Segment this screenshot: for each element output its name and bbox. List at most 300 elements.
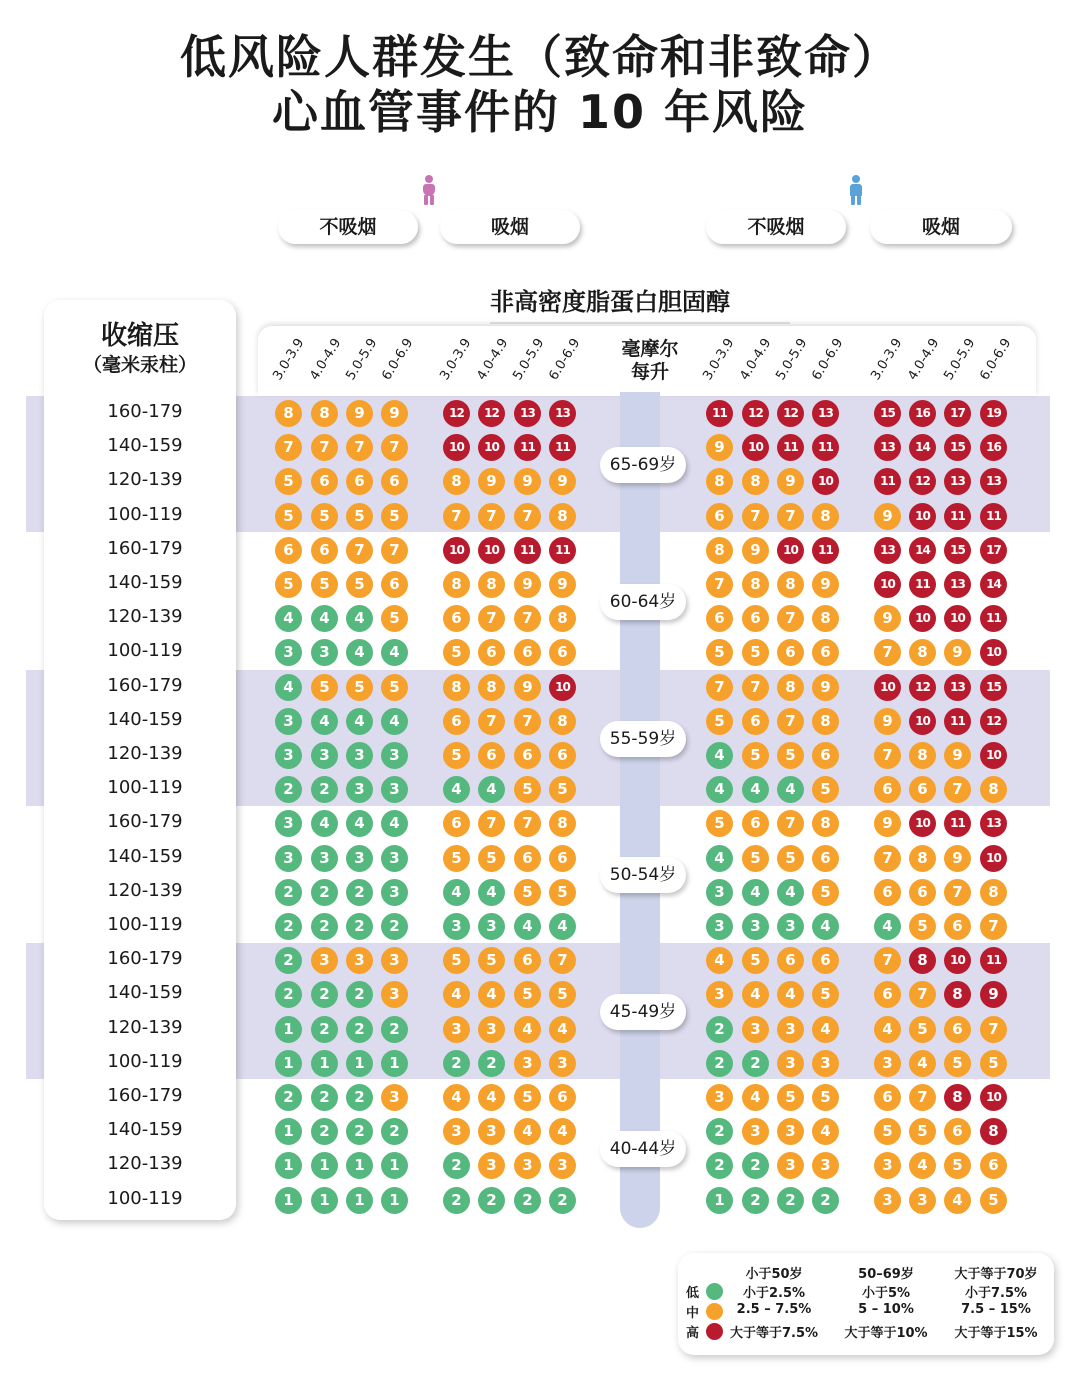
risk-dot: 5	[311, 571, 338, 598]
risk-dot: 3	[812, 1050, 839, 1077]
male-nonsmoker-label: 不吸烟	[706, 210, 846, 244]
risk-dot: 1	[275, 1050, 302, 1077]
risk-dot: 9	[812, 571, 839, 598]
risk-dot: 9	[706, 434, 733, 461]
risk-dot: 8	[549, 503, 576, 530]
risk-dot: 4	[514, 1118, 541, 1145]
risk-dot: 16	[909, 400, 936, 427]
unit-label	[600, 338, 700, 384]
risk-dot: 7	[514, 605, 541, 632]
sbp-level-label: 140-159	[107, 845, 183, 867]
cholesterol-tick-label: 6.0-6.9	[809, 336, 847, 383]
risk-dot: 6	[381, 571, 408, 598]
risk-dot: 5	[514, 1084, 541, 1111]
risk-dot: 4	[346, 810, 373, 837]
risk-dot: 7	[478, 708, 505, 735]
risk-dot: 5	[443, 947, 470, 974]
risk-dot: 12	[777, 400, 804, 427]
risk-dot: 4	[311, 605, 338, 632]
risk-dot: 1	[311, 1050, 338, 1077]
risk-dot: 5	[478, 947, 505, 974]
risk-dot: 3	[443, 1016, 470, 1043]
risk-dot: 5	[346, 571, 373, 598]
legend-range-text: 大于等于15%	[954, 1326, 1038, 1341]
risk-dot: 3	[478, 1016, 505, 1043]
sbp-level-label: 160-179	[107, 537, 183, 559]
risk-dot: 10	[443, 537, 470, 564]
risk-dot: 7	[514, 810, 541, 837]
risk-dot: 5	[812, 879, 839, 906]
risk-dot: 3	[742, 1016, 769, 1043]
risk-dot: 9	[874, 708, 901, 735]
risk-dot: 5	[742, 845, 769, 872]
risk-dot: 1	[346, 1050, 373, 1077]
risk-dot: 14	[909, 537, 936, 564]
risk-dot: 3	[874, 1187, 901, 1214]
risk-dot: 5	[478, 845, 505, 872]
risk-dot: 5	[777, 845, 804, 872]
risk-dot: 4	[514, 1016, 541, 1043]
risk-dot: 2	[443, 1050, 470, 1077]
cholesterol-tick-label: 6.0-6.9	[977, 336, 1015, 383]
risk-dot: 7	[514, 708, 541, 735]
risk-dot: 11	[909, 571, 936, 598]
risk-dot: 2	[443, 1152, 470, 1179]
risk-dot: 15	[874, 400, 901, 427]
risk-dot: 8	[275, 400, 302, 427]
risk-dot: 6	[742, 708, 769, 735]
risk-dot: 4	[742, 879, 769, 906]
risk-dot: 6	[346, 468, 373, 495]
risk-dot: 10	[777, 537, 804, 564]
risk-dot: 6	[812, 742, 839, 769]
risk-dot: 7	[874, 639, 901, 666]
risk-dot: 2	[346, 1118, 373, 1145]
risk-dot: 6	[706, 605, 733, 632]
risk-dot: 4	[742, 981, 769, 1008]
risk-dot: 7	[381, 434, 408, 461]
risk-dot: 2	[275, 776, 302, 803]
risk-dot: 4	[812, 1016, 839, 1043]
risk-dot: 6	[812, 947, 839, 974]
risk-dot: 2	[706, 1050, 733, 1077]
risk-dot: 4	[443, 981, 470, 1008]
risk-dot: 4	[346, 708, 373, 735]
risk-dot: 15	[980, 674, 1007, 701]
sbp-level-label: 120-139	[107, 879, 183, 901]
risk-dot: 2	[311, 981, 338, 1008]
risk-dot: 7	[443, 503, 470, 530]
risk-dot: 1	[275, 1187, 302, 1214]
risk-dot: 3	[549, 1152, 576, 1179]
risk-dot: 6	[944, 913, 971, 940]
risk-dot: 3	[777, 1118, 804, 1145]
risk-dot: 8	[777, 674, 804, 701]
risk-dot: 2	[706, 1118, 733, 1145]
risk-dot: 4	[549, 913, 576, 940]
risk-dot: 11	[514, 537, 541, 564]
risk-dot: 5	[381, 503, 408, 530]
risk-dot: 11	[706, 400, 733, 427]
legend	[678, 1253, 1054, 1355]
legend-dot	[706, 1303, 723, 1320]
risk-dot: 5	[706, 708, 733, 735]
risk-dot: 10	[874, 674, 901, 701]
risk-dot: 8	[443, 468, 470, 495]
risk-dot: 4	[706, 947, 733, 974]
unit-line-1: 毫摩尔	[621, 338, 679, 360]
age-group-label: 40-44岁	[600, 1131, 686, 1167]
risk-dot: 5	[381, 674, 408, 701]
risk-dot: 7	[706, 674, 733, 701]
risk-dot: 2	[275, 879, 302, 906]
sbp-level-label: 100-119	[107, 640, 183, 662]
legend-range-text: 大于等于10%	[844, 1326, 928, 1341]
risk-dot: 13	[874, 434, 901, 461]
risk-dot: 4	[381, 639, 408, 666]
risk-dot: 2	[311, 1118, 338, 1145]
risk-dot: 8	[944, 981, 971, 1008]
risk-dot: 3	[381, 1084, 408, 1111]
risk-dot: 19	[980, 400, 1007, 427]
risk-dot: 3	[381, 981, 408, 1008]
risk-dot: 5	[443, 639, 470, 666]
risk-dot: 2	[275, 1084, 302, 1111]
risk-dot: 6	[909, 879, 936, 906]
risk-dot: 11	[812, 537, 839, 564]
legend-range-text: 大于等于7.5%	[729, 1326, 819, 1341]
risk-dot: 5	[346, 503, 373, 530]
risk-dot: 9	[777, 468, 804, 495]
risk-dot: 5	[742, 742, 769, 769]
risk-dot: 1	[381, 1187, 408, 1214]
risk-dot: 6	[549, 845, 576, 872]
risk-dot: 8	[443, 674, 470, 701]
risk-dot: 7	[874, 742, 901, 769]
cholesterol-tick-label: 4.0-4.9	[474, 336, 512, 383]
risk-dot: 6	[311, 468, 338, 495]
risk-dot: 11	[944, 503, 971, 530]
risk-dot: 11	[980, 605, 1007, 632]
risk-dot: 9	[549, 468, 576, 495]
risk-dot: 6	[381, 468, 408, 495]
risk-dot: 4	[944, 1187, 971, 1214]
risk-dot: 2	[742, 1152, 769, 1179]
risk-dot: 8	[909, 742, 936, 769]
risk-dot: 3	[381, 776, 408, 803]
risk-dot: 6	[777, 947, 804, 974]
risk-dot: 9	[514, 674, 541, 701]
risk-dot: 3	[443, 1118, 470, 1145]
risk-dot: 13	[944, 674, 971, 701]
risk-dot: 8	[812, 605, 839, 632]
sbp-level-label: 160-179	[107, 674, 183, 696]
sbp-level-label: 140-159	[107, 1119, 183, 1141]
risk-dot: 13	[980, 810, 1007, 837]
risk-dot: 3	[514, 1050, 541, 1077]
sbp-title: 收缩压	[100, 321, 179, 351]
risk-dot: 12	[443, 400, 470, 427]
risk-dot: 3	[874, 1152, 901, 1179]
female-smoker-label: 吸烟	[440, 210, 580, 244]
risk-dot: 3	[777, 913, 804, 940]
risk-dot: 7	[980, 913, 1007, 940]
sbp-level-label: 160-179	[107, 1085, 183, 1106]
risk-dot: 1	[311, 1152, 338, 1179]
risk-dot: 4	[381, 810, 408, 837]
risk-dot: 2	[742, 1187, 769, 1214]
legend-range-text: 5 – 10%	[858, 1302, 914, 1317]
legend-range-text: 2.5 – 7.5%	[736, 1302, 812, 1317]
cholesterol-tick-label: 3.0-3.9	[437, 336, 475, 383]
risk-dot: 5	[514, 981, 541, 1008]
risk-dot: 3	[311, 845, 338, 872]
risk-dot: 15	[944, 537, 971, 564]
risk-dot: 3	[346, 776, 373, 803]
risk-dot: 5	[944, 1050, 971, 1077]
risk-dot: 5	[514, 776, 541, 803]
risk-dot: 6	[777, 639, 804, 666]
risk-dot: 12	[909, 674, 936, 701]
risk-dot: 11	[980, 947, 1007, 974]
sbp-level-label: 120-139	[107, 743, 183, 764]
risk-dot: 9	[944, 845, 971, 872]
risk-dot: 1	[346, 1152, 373, 1179]
risk-dot: 13	[980, 468, 1007, 495]
risk-dot: 3	[909, 1187, 936, 1214]
sbp-level-label: 160-179	[107, 811, 183, 833]
risk-dot: 4	[443, 1084, 470, 1111]
risk-dot: 6	[706, 503, 733, 530]
chart-title	[0, 30, 1080, 140]
risk-dot: 8	[909, 845, 936, 872]
risk-dot: 8	[909, 639, 936, 666]
risk-dot: 6	[275, 537, 302, 564]
risk-dot: 8	[478, 674, 505, 701]
risk-dot: 8	[812, 810, 839, 837]
risk-dot: 2	[311, 776, 338, 803]
risk-dot: 5	[980, 1187, 1007, 1214]
risk-dot: 3	[311, 947, 338, 974]
risk-dot: 3	[311, 742, 338, 769]
risk-dot: 7	[874, 947, 901, 974]
risk-dot: 7	[909, 1084, 936, 1111]
legend-range-text: 7.5 – 15%	[961, 1302, 1031, 1317]
risk-dot: 3	[346, 845, 373, 872]
risk-dot: 4	[478, 776, 505, 803]
risk-dot: 7	[311, 434, 338, 461]
risk-dot: 6	[443, 810, 470, 837]
cholesterol-tick-label: 4.0-4.9	[307, 336, 345, 383]
sbp-level-label: 140-159	[107, 708, 183, 730]
risk-dot: 8	[909, 947, 936, 974]
sbp-level-label: 100-119	[107, 914, 183, 935]
risk-dot: 2	[706, 1016, 733, 1043]
female-nonsmoker-label: 不吸烟	[278, 210, 418, 244]
risk-dot: 3	[706, 981, 733, 1008]
risk-dot: 7	[549, 947, 576, 974]
risk-dot: 3	[275, 639, 302, 666]
risk-dot: 1	[381, 1050, 408, 1077]
risk-dot: 10	[980, 639, 1007, 666]
legend-age-header: 50–69岁	[858, 1267, 914, 1282]
risk-dot: 4	[909, 1050, 936, 1077]
risk-dot: 15	[944, 434, 971, 461]
risk-dot: 3	[777, 1016, 804, 1043]
risk-dot: 3	[311, 639, 338, 666]
risk-dot: 6	[514, 845, 541, 872]
risk-dot: 7	[381, 537, 408, 564]
risk-dot: 4	[478, 1084, 505, 1111]
risk-dot: 3	[275, 845, 302, 872]
risk-dot: 2	[311, 1084, 338, 1111]
risk-dot: 6	[549, 1084, 576, 1111]
risk-dot: 10	[478, 434, 505, 461]
risk-dot: 5	[346, 674, 373, 701]
risk-dot: 5	[812, 776, 839, 803]
legend-age-header: 小于50岁	[745, 1267, 803, 1282]
cholesterol-tick-label: 4.0-4.9	[905, 336, 943, 383]
risk-dot: 9	[812, 674, 839, 701]
risk-dot: 16	[980, 434, 1007, 461]
risk-dot: 2	[514, 1187, 541, 1214]
risk-dot: 11	[777, 434, 804, 461]
risk-dot: 12	[980, 708, 1007, 735]
sbp-level-label: 120-139	[107, 1016, 183, 1038]
risk-dot: 2	[812, 1187, 839, 1214]
risk-dot: 7	[777, 810, 804, 837]
risk-dot: 5	[909, 1016, 936, 1043]
risk-dot: 2	[549, 1187, 576, 1214]
risk-dot: 6	[443, 605, 470, 632]
male-person-icon	[848, 175, 864, 205]
title-line-2: 心血管事件的 10 年风险	[271, 85, 809, 139]
risk-dot: 6	[311, 537, 338, 564]
risk-dot: 8	[812, 503, 839, 530]
risk-dot: 4	[742, 1084, 769, 1111]
risk-dot: 5	[311, 503, 338, 530]
risk-dot: 13	[944, 571, 971, 598]
male-smoker-label: 吸烟	[870, 210, 1012, 244]
risk-dot: 7	[944, 879, 971, 906]
risk-dot: 9	[980, 981, 1007, 1008]
risk-dot: 4	[275, 674, 302, 701]
sbp-level-label: 100-119	[107, 1187, 183, 1209]
sbp-level-label: 120-139	[107, 606, 183, 628]
risk-dot: 6	[812, 845, 839, 872]
legend-level-label: 高	[686, 1326, 700, 1341]
risk-dot: 4	[311, 708, 338, 735]
risk-dot: 5	[812, 1084, 839, 1111]
risk-dot: 2	[381, 913, 408, 940]
risk-dot: 7	[478, 605, 505, 632]
risk-dot: 10	[478, 537, 505, 564]
risk-dot: 9	[346, 400, 373, 427]
legend-level-label: 低	[686, 1286, 700, 1301]
risk-dot: 9	[944, 742, 971, 769]
risk-dot: 5	[777, 1084, 804, 1111]
risk-dot: 10	[909, 708, 936, 735]
risk-dot: 3	[275, 810, 302, 837]
risk-dot: 4	[549, 1016, 576, 1043]
risk-dot: 5	[742, 639, 769, 666]
risk-dot: 9	[944, 639, 971, 666]
risk-dot: 10	[549, 674, 576, 701]
risk-dot: 6	[812, 639, 839, 666]
legend-level-label: 中	[686, 1306, 700, 1321]
risk-dot: 11	[514, 434, 541, 461]
risk-dot: 2	[346, 1084, 373, 1111]
risk-dot: 8	[443, 571, 470, 598]
risk-dot: 5	[275, 503, 302, 530]
cholesterol-tick-label: 3.0-3.9	[700, 336, 738, 383]
cholesterol-underline	[490, 322, 790, 324]
risk-dot: 5	[443, 845, 470, 872]
title-line-1: 低风险人群发生（致命和非致命）	[180, 30, 900, 84]
risk-dot: 6	[478, 639, 505, 666]
risk-dot: 10	[909, 605, 936, 632]
risk-dot: 9	[874, 605, 901, 632]
risk-dot: 7	[777, 503, 804, 530]
risk-dot: 5	[443, 742, 470, 769]
risk-dot: 8	[944, 1084, 971, 1111]
risk-dot: 11	[874, 468, 901, 495]
risk-dot: 2	[311, 879, 338, 906]
female-person-icon	[421, 175, 437, 205]
risk-dot: 14	[909, 434, 936, 461]
risk-dot: 3	[275, 742, 302, 769]
risk-dot: 2	[478, 1187, 505, 1214]
sbp-level-label: 100-119	[107, 1050, 183, 1072]
age-axis-bar	[620, 392, 660, 1228]
risk-dot: 2	[275, 913, 302, 940]
risk-dot: 1	[275, 1016, 302, 1043]
risk-dot: 7	[777, 605, 804, 632]
risk-dot: 10	[944, 947, 971, 974]
risk-dot: 7	[706, 571, 733, 598]
risk-dot: 7	[742, 503, 769, 530]
risk-dot: 10	[443, 434, 470, 461]
legend-dot	[706, 1323, 723, 1340]
risk-dot: 1	[706, 1187, 733, 1214]
risk-dot: 2	[346, 981, 373, 1008]
risk-dot: 4	[478, 879, 505, 906]
risk-dot: 5	[944, 1152, 971, 1179]
sbp-level-label: 140-159	[107, 435, 183, 457]
risk-dot: 5	[549, 981, 576, 1008]
risk-dot: 5	[514, 879, 541, 906]
risk-dot: 6	[980, 1152, 1007, 1179]
risk-dot: 8	[980, 1118, 1007, 1145]
risk-dot: 5	[275, 468, 302, 495]
risk-dot: 7	[944, 776, 971, 803]
risk-dot: 10	[980, 845, 1007, 872]
risk-dot: 4	[742, 776, 769, 803]
risk-dot: 6	[549, 639, 576, 666]
risk-dot: 6	[874, 981, 901, 1008]
risk-dot: 2	[443, 1187, 470, 1214]
risk-dot: 6	[874, 1084, 901, 1111]
risk-dot: 3	[478, 1152, 505, 1179]
risk-dot: 3	[706, 913, 733, 940]
risk-dot: 13	[514, 400, 541, 427]
risk-dot: 6	[514, 639, 541, 666]
age-group-label: 60-64岁	[600, 584, 686, 620]
risk-dot: 2	[381, 1016, 408, 1043]
risk-dot: 7	[874, 845, 901, 872]
risk-dot: 5	[742, 947, 769, 974]
risk-dot: 7	[909, 981, 936, 1008]
